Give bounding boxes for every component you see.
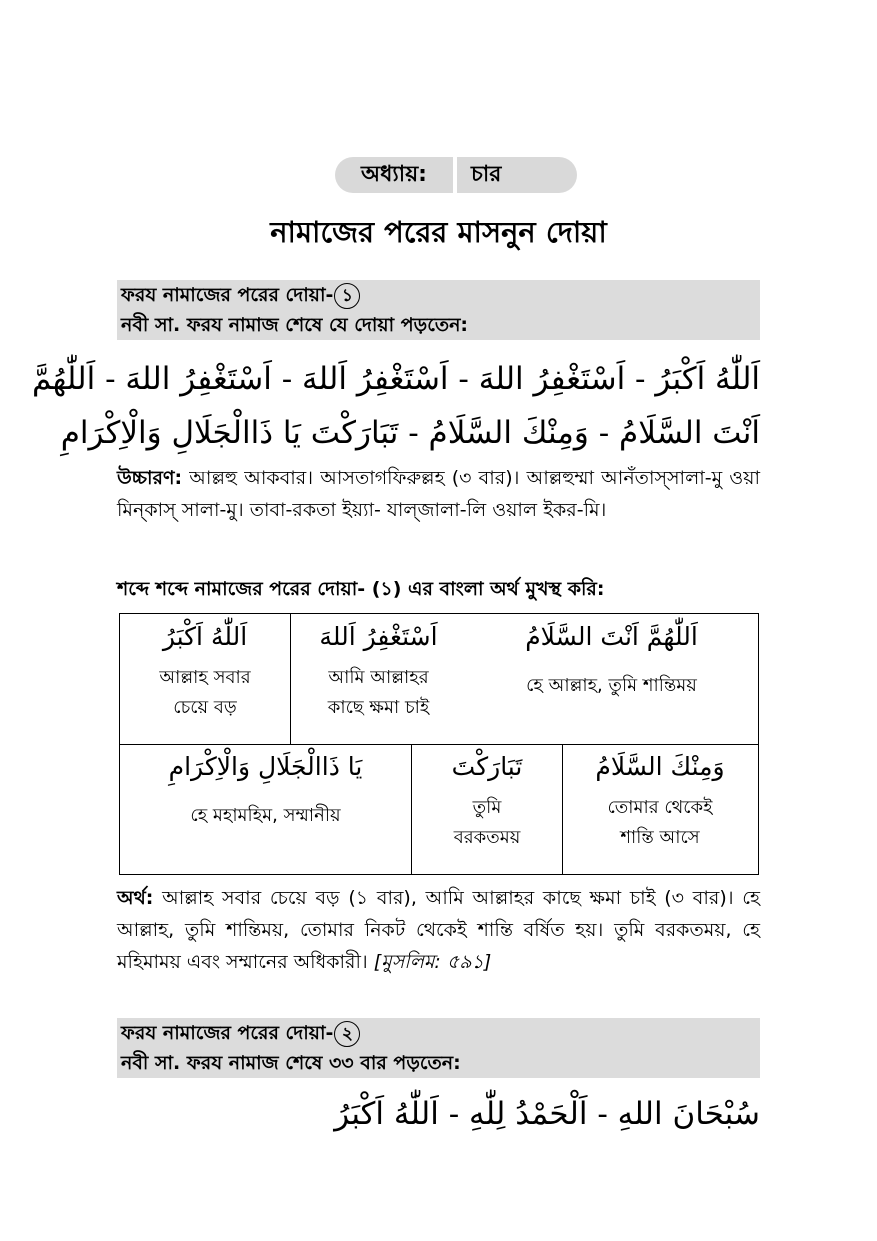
meaning-paragraph — [117, 882, 760, 978]
cell-bangla: তোমার থেকেই — [607, 797, 713, 818]
table-cell — [562, 744, 757, 874]
word-meaning-table — [119, 613, 759, 875]
meaning-text: আল্লাহ সবার চেয়ে বড় (১ বার), আমি আল্লাহর কাছে ক্ষমা চাই (৩ বার)। হে আল্লাহ, তুমি শান্তিময়, তোমার নিকট থেকেই শান্তি বর্ষিত হয়। তুমি বরকতময়, হে মহিমাময় এবং সম্মানের অধিকারী। — [117, 887, 760, 973]
chapter-badge — [335, 157, 577, 193]
cell-bangla: তুমি — [472, 797, 502, 818]
cell-bangla: চেয়ে বড় — [173, 697, 237, 718]
pronunciation-text: আল্লহু আকবার। আসতাগফিরুল্লহ (৩ বার)। আল্লহুম্মা আনঁতাস্‌সালা-মু ওয়া মিন্‌কাস্‌ সালা-মু। তাবা-রকতা ইয়্যা- যাল্‌জালা-লি ওয়াল ইকর-মি। — [117, 467, 760, 521]
table-cell — [120, 614, 290, 744]
cell-bangla: আল্লাহ সবার — [159, 667, 251, 688]
dua1-arabic-line1: اَللّٰهُ اَكْبَرُ - اَسْتَغْفِرُ اللهَ - اَسْتَغْفِرُ اَللهَ - اَسْتَغْفِرُ اللهَ - اَللّٰهُمَّ — [31, 361, 760, 397]
table-cell — [411, 744, 562, 874]
table-cell — [120, 744, 411, 874]
table-row — [120, 614, 758, 745]
cell-arabic: اَسْتَغْفِرُ اَللهَ — [319, 622, 438, 651]
chapter-number: চার — [457, 157, 577, 193]
cell-bangla: শান্তি আসে — [620, 827, 700, 848]
dua2-arabic: سُبْحَانَ اللهِ - اَلْحَمْدُ لِلّٰهِ - اَللّٰهُ اَكْبَرُ — [334, 1096, 760, 1132]
dua1-header — [117, 280, 760, 340]
cell-bangla: বরকতময় — [453, 827, 521, 848]
dua2-header-line1: ফরয নামাজের পরের দোয়া- ২ — [121, 1018, 760, 1048]
memorize-title: শব্দে শব্দে নামাজের পরের দোয়া- (১) এর বাংলা অর্থ মুখস্থ করি: — [117, 578, 605, 600]
table-row — [120, 744, 758, 874]
dua1-number-badge: ১ — [334, 283, 360, 309]
cell-arabic: اَللّٰهُمَّ اَنْتَ السَّلَامُ — [525, 622, 698, 651]
table-cell — [290, 614, 466, 744]
cell-bangla: হে আল্লাহ, তুমি শান্তিময় — [526, 675, 697, 696]
pronunciation-label: উচ্চারণ: — [117, 467, 183, 489]
cell-bangla: আমি আল্লাহর — [328, 667, 429, 688]
chapter-label: অধ্যায়: — [335, 157, 453, 193]
cell-bangla: কাছে ক্ষমা চাই — [327, 697, 430, 718]
cell-arabic: وَمِنْكَ السَّلَامُ — [595, 752, 725, 781]
dua1-header-line2: নবী সা. ফরয নামাজ শেষে যে দোয়া পড়তেন: — [121, 314, 469, 336]
page-title: নামাজের পরের মাসনুন দোয়া — [270, 215, 607, 249]
dua2-header-line2: নবী সা. ফরয নামাজ শেষে ৩৩ বার পড়তেন: — [121, 1052, 461, 1074]
table-cell — [466, 614, 757, 744]
dua2-number-badge: ২ — [334, 1021, 360, 1047]
cell-arabic: اَللّٰهُ اَكْبَرُ — [162, 622, 248, 651]
cell-arabic: يَا ذَاالْجَلَالِ وَالْاِكْرَامِ — [168, 752, 363, 781]
meaning-label: অর্থ: — [117, 887, 154, 909]
reference-citation: [মুসলিম: ৫৯১] — [373, 951, 492, 973]
cell-arabic: تَبَارَكْتَ — [451, 752, 523, 781]
dua1-pronunciation — [117, 462, 760, 526]
dua1-arabic-line2: اَنْتَ السَّلَامُ - وَمِنْكَ السَّلَامُ - تَبَارَكْتَ يَا ذَاالْجَلَالِ وَالْاِكْرَامِ — [60, 415, 760, 451]
dua1-header-line1: ফরয নামাজের পরের দোয়া- ১ — [121, 280, 760, 310]
cell-bangla: হে মহামহিম, সম্মানীয় — [190, 805, 341, 826]
dua2-header — [117, 1018, 760, 1078]
